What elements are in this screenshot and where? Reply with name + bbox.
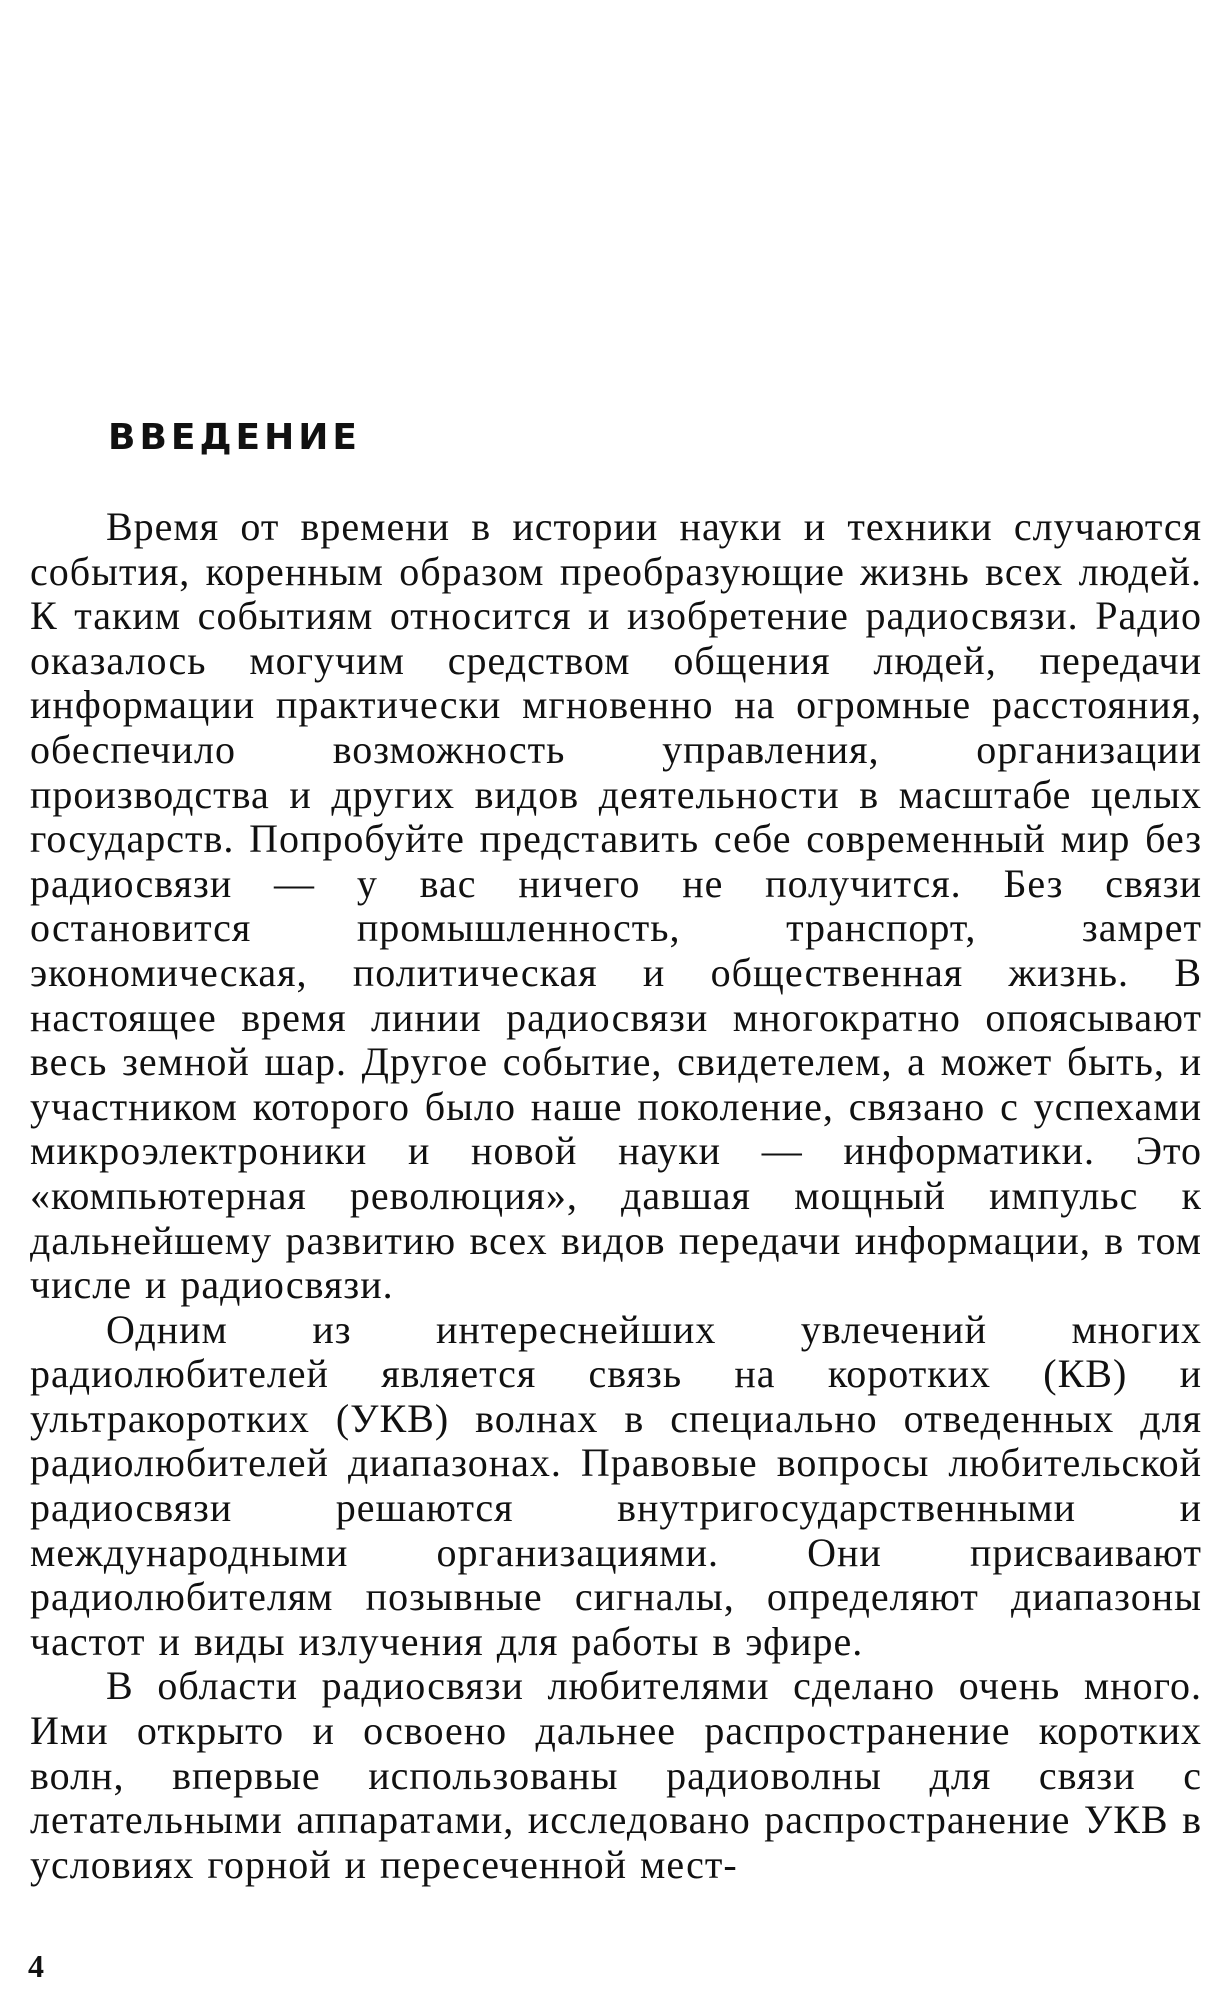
paragraph-2: Одним из интереснейших увлечений многих радиолюбителей является связь на коротких (КВ) и ультракоротких (УКВ) волнах в специально отведенных для радиолюбителей диапазонах. Правовые вопросы любительской радиосвязи решаются внутригосударственными и международными организациями. Они присваивают радиолюбителям позывные сигналы, определяют диапазоны частот и виды излучения для работы в эфире. [30, 1306, 1202, 1664]
page-number: 4 [28, 1948, 44, 1984]
body-text [30, 505, 1202, 1887]
paragraph-1: Время от времени в истории науки и техники случаются события, коренным образом преобразующие жизнь всех людей. К таким событиям относится и изобретение радиосвязи. Радио оказалось могучим средством общения людей, передачи информации практически мгновенно на огромные расстояния, обеспечило возможность управления, организации производства и других видов деятельности в масштабе целых государств. Попробуйте представить себе современный мир без радиосвязи — у вас ничего не получится. Без связи остановится промышленность, транспорт, замрет экономическая, политическая и общественная жизнь. В настоящее время линии радиосвязи многократно опоясывают весь земной шар. Другое событие, свидетелем, а может быть, и участником которого было наше поколение, связано с успехами микроэлектроники и новой науки — информатики. Это «компьютерная революция», давшая мощный импульс к дальнейшему развитию всех видов передачи информации, в том числе и радиосвязи. [30, 504, 1202, 1308]
chapter-heading: ВВЕДЕНИЕ [108, 417, 361, 458]
paragraph-3: В области радиосвязи любителями сделано очень много. Ими открыто и освоено дальнее распространение коротких волн, впервые использованы радиоволны для связи с летательными аппаратами, исследовано распространение УКВ в условиях горной и пересеченной мест- [30, 1663, 1202, 1887]
